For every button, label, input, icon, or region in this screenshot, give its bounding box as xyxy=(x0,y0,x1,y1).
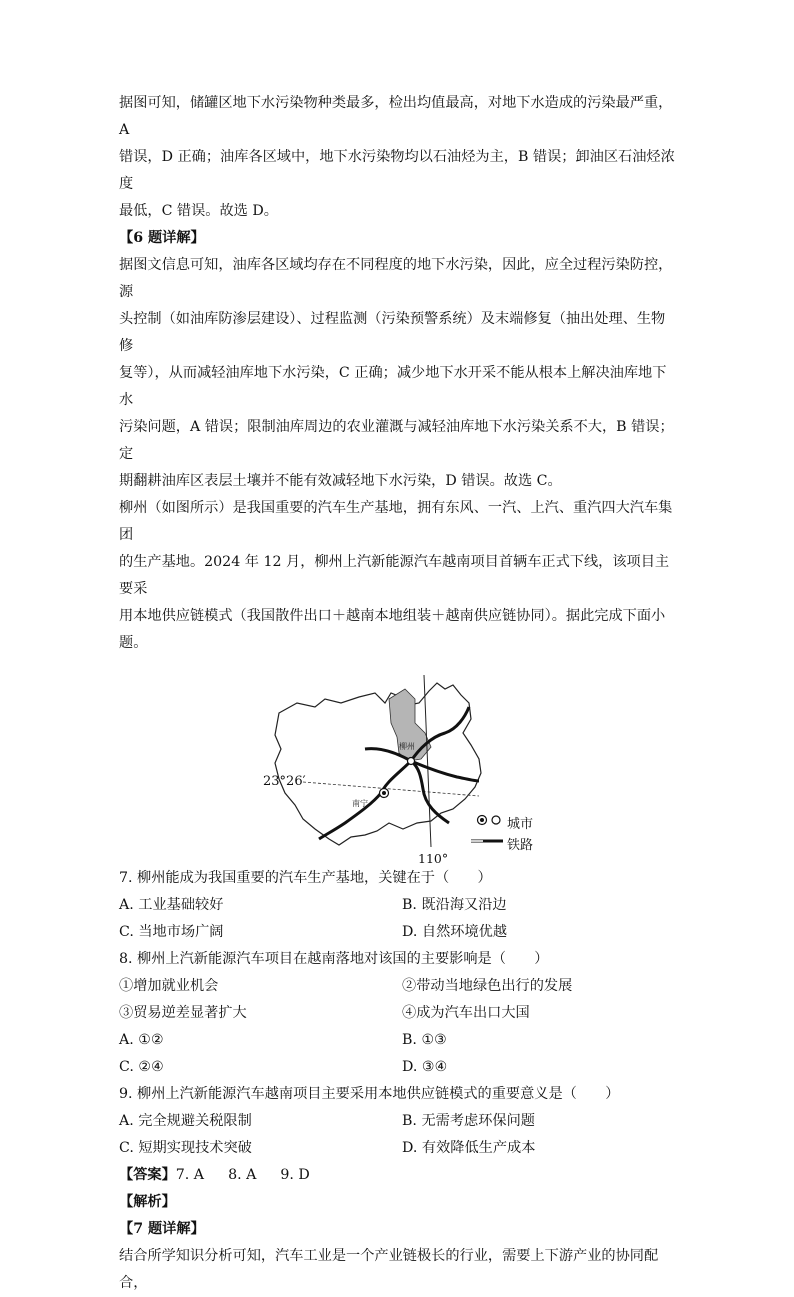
latitude-label: 23°26′ xyxy=(263,774,306,789)
q8-item-4: ④成为汽车出口大国 xyxy=(402,1005,530,1021)
q9-option-d: D. 有效降低生产成本 xyxy=(402,1140,536,1156)
q8-options-row-1 xyxy=(119,1027,679,1054)
q8-items-row-1 xyxy=(119,973,679,1000)
intro-line-2: 错误，D 正确；油库各区域中，地下水污染物均以石油烃为主，B 错误；卸油区石油烃浓度 xyxy=(119,149,675,192)
material-line-2: 的生产基地。2024 年 12 月，柳州上汽新能源汽车越南项目首辆车正式下线，该项目主要采 xyxy=(119,554,670,597)
material-line-3: 用本地供应链模式（我国散件出口＋越南本地组装＋越南供应链协同）。据此完成下面小题。 xyxy=(119,608,666,651)
tropic-line xyxy=(303,782,479,796)
q9-option-a: A. 完全规避关税限制 xyxy=(119,1113,252,1129)
q7-option-d: D. 自然环境优越 xyxy=(402,924,508,940)
q7-option-b: B. 既沿海又沿边 xyxy=(402,897,507,913)
q7-detail-heading: 【7 题详解】 xyxy=(119,1221,205,1237)
q7-options-row-1 xyxy=(119,892,679,919)
q8-option-d: D. ③④ xyxy=(402,1059,448,1075)
longitude-label: 110° xyxy=(418,851,449,866)
answer-label: 【答案】 xyxy=(119,1167,176,1183)
region-outline xyxy=(275,683,481,845)
legend-rail-label: 铁路 xyxy=(507,838,534,853)
q7-option-c: C. 当地市场广阔 xyxy=(119,924,224,940)
q8-option-a: A. ①② xyxy=(119,1032,164,1048)
q8-item-3: ③贸易逆差显著扩大 xyxy=(119,1005,247,1021)
q8-item-2: ②带动当地绿色出行的发展 xyxy=(402,978,573,994)
q9-option-c: C. 短期实现技术突破 xyxy=(119,1140,252,1156)
q9-stem: 9. 柳州上汽新能源汽车越南项目主要采用本地供应链模式的重要意义是（ ） xyxy=(119,1086,620,1102)
nanning-label: 南宁 xyxy=(352,799,368,808)
q6-line-4: 污染问题，A 错误；限制油库周边的农业灌溉与减轻油库地下水污染关系不大，B 错误；定 xyxy=(119,419,674,462)
analysis-heading: 【解析】 xyxy=(119,1194,176,1210)
q6-line-1: 据图文信息可知，油库各区域均存在不同程度的地下水污染，因此，应全过程污染防控，源 xyxy=(119,257,673,300)
document-page xyxy=(119,90,679,1297)
q8-option-b: B. ①③ xyxy=(402,1032,447,1048)
legend-city-icon xyxy=(492,816,500,824)
guangxi-map-figure xyxy=(119,663,679,866)
liuzhou-label: 柳州 xyxy=(399,742,415,751)
material-line-1: 柳州（如图所示）是我国重要的汽车生产基地，拥有东风、一汽、上汽、重汽四大汽车集团 xyxy=(119,500,673,543)
q8-stem: 8. 柳州上汽新能源汽车项目在越南落地对该国的主要影响是（ ） xyxy=(119,951,549,967)
legend-city-label: 城市 xyxy=(507,817,534,832)
answer-8: 8. A xyxy=(228,1167,257,1183)
answer-line xyxy=(119,1162,679,1189)
q7-stem: 7. 柳州能成为我国重要的汽车生产基地，关键在于（ ） xyxy=(119,870,492,886)
answer-7: 7. A xyxy=(175,1167,205,1183)
q6-line-5: 期翻耕油库区表层土壤并不能有效减轻地下水污染，D 错误。故选 C。 xyxy=(119,473,562,489)
q9-options-row-1 xyxy=(119,1108,679,1135)
q6-line-2: 头控制（如油库防渗层建设）、过程监测（污染预警系统）及末端修复（抽出处理、生物修 xyxy=(119,311,666,354)
q9-option-b: B. 无需考虑环保问题 xyxy=(402,1113,535,1129)
q8-options-row-2 xyxy=(119,1054,679,1081)
answer-9: 9. D xyxy=(280,1167,310,1183)
map-drawing xyxy=(119,663,679,863)
intro-line-3: 最低，C 错误。故选 D。 xyxy=(119,203,278,219)
q6-heading: 【6 题详解】 xyxy=(119,230,205,246)
q7-option-a: A. 工业基础较好 xyxy=(119,897,224,913)
nanning-marker-dot xyxy=(382,791,386,795)
q9-options-row-2 xyxy=(119,1135,679,1162)
q8-items-row-2 xyxy=(119,1000,679,1027)
q8-option-c: C. ②④ xyxy=(119,1059,164,1075)
q8-item-1: ①增加就业机会 xyxy=(119,978,219,994)
q7-detail-line: 结合所学知识分析可知，汽车工业是一个产业链极长的行业，需要上下游产业的协同配合， xyxy=(119,1248,659,1291)
q6-line-3: 复等），从而减轻油库地下水污染，C 正确；减少地下水开采不能从根本上解决油库地下水 xyxy=(119,365,667,408)
q7-options-row-2 xyxy=(119,919,679,946)
intro-line-1: 据图可知，储罐区地下水污染物种类最多，检出均值最高，对地下水造成的污染最严重，A xyxy=(119,95,673,138)
